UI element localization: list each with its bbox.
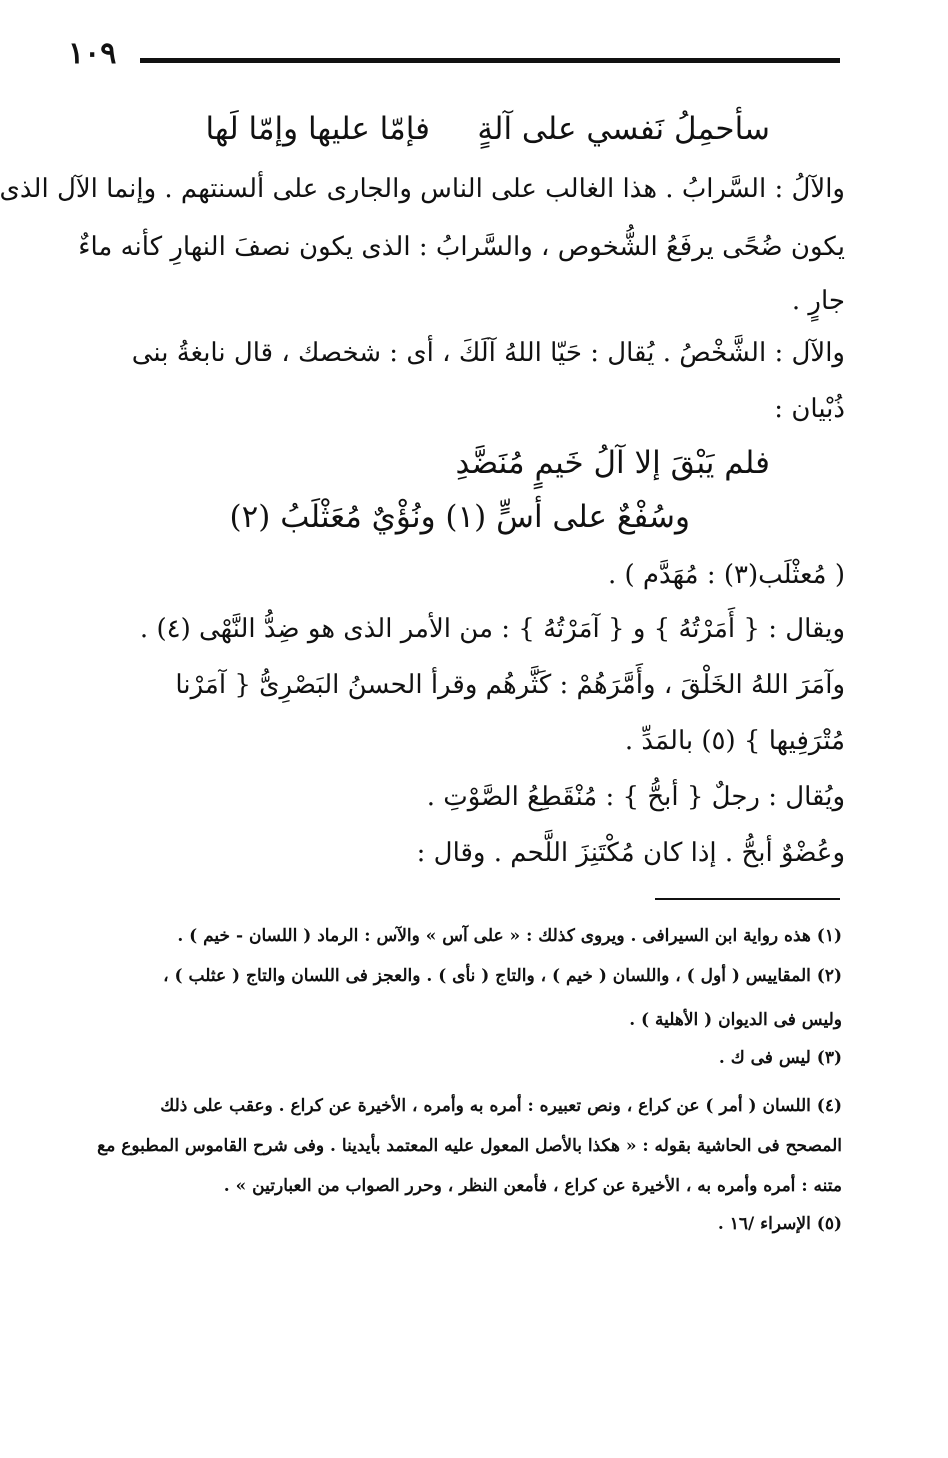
footnote-5: (٥) الإسراء /١٦ .: [717, 1214, 842, 1234]
body-line-9: مُتْرَفِيها } (٥) بالمَدِّ .: [624, 726, 845, 756]
verse-1-second-hemistich: فإمّا عليها وإمّا لَها: [205, 111, 430, 147]
body-line-6: ( مُعثْلَب(٣) : مُهَدَّم ) .: [607, 560, 845, 590]
footnote-4-line-1: (٤) اللسان ( أمر ) عن كراع ، ونص تعبيره : أمره به وأمره ، الأخيرة عن كراع . وعقب على ذلك: [160, 1096, 842, 1116]
body-line-8: وآمَرَ اللهُ الخَلْقَ ، وأَمَّرَهُمْ : كَثَّرهُم وقرأ الحسنُ البَصْرِىُّ { آمَرْنا: [175, 670, 845, 700]
body-line-1: والآلُ : السَّرابُ . هذا الغالب على الناس والجارى على ألسنتهم . وإنما الآل الذى: [0, 174, 845, 204]
page-number: ١٠٩: [68, 36, 117, 71]
verse-2-first-hemistich: فلم يَبْقَ إلا آلُ خَيمٍ مُنَضَّدِ: [455, 445, 770, 481]
body-line-11: وعُضْوٌ أبحُّ . إذا كان مُكْتَنِزَ اللَّحم . وقال :: [416, 838, 845, 868]
body-line-10: ويُقال : رجلٌ { أبحُّ } : مُنْقَطِعُ الصَّوْتِ .: [426, 782, 845, 812]
footnote-2-line-2: وليس فى الديوان ( الأهلية ) .: [629, 1010, 842, 1030]
body-line-3: جارٍ .: [791, 286, 845, 316]
body-line-7: ويقال : { أَمَرْتُهُ } و { آمَرْتُهُ } : من الأمر الذى هو ضِدُّ النَّهْى (٤) .: [139, 614, 845, 644]
footnote-separator: [655, 898, 840, 900]
verse-1-first-hemistich: سأحمِلُ نَفسي على آلةٍ: [477, 111, 770, 147]
header-rule: [140, 58, 840, 63]
body-line-2: يكون ضُحًى يرفَعُ الشُّخوص ، والسَّرابُ : الذى يكون نصفَ النهارِ كأنه ماءٌ: [78, 232, 845, 262]
footnote-2-line-1: (٢) المقاييس ( أول ) ، واللسان ( خيم ) ، والتاج ( نأى ) . والعجز فى اللسان والتاج ( عثلب ) ،: [163, 966, 842, 986]
body-line-5: ذُبْيان :: [774, 394, 845, 424]
footnote-4-line-2: المصحح فى الحاشية بقوله : « هكذا بالأصل المعول عليه المعتمد بأيدينا . وفى شرح القاموس المطبوع مع: [97, 1136, 842, 1156]
footnote-3: (٣) ليس فى ك .: [718, 1048, 842, 1068]
body-line-4: والآل : الشَّخْصُ . يُقال : حَيّا اللهُ آلَكَ ، أى : شخصك ، قال نابغةُ بنى: [131, 338, 845, 368]
footnote-4-line-3: متنه : أمره وأمره به ، الأخيرة عن كراع ، فأمعن النظر ، وحرر الصواب من العبارتين » .: [223, 1176, 842, 1196]
verse-2-second-hemistich: وسُفْعٌ على أسٍّ (١) ونُؤْيٌ مُعَثْلَبُ (٢): [229, 499, 690, 535]
footnote-1: (١) هذه رواية ابن السيرافى . ويروى كذلك : « على آس » والآس : الرماد ( اللسان - خيم ) .: [177, 926, 842, 946]
